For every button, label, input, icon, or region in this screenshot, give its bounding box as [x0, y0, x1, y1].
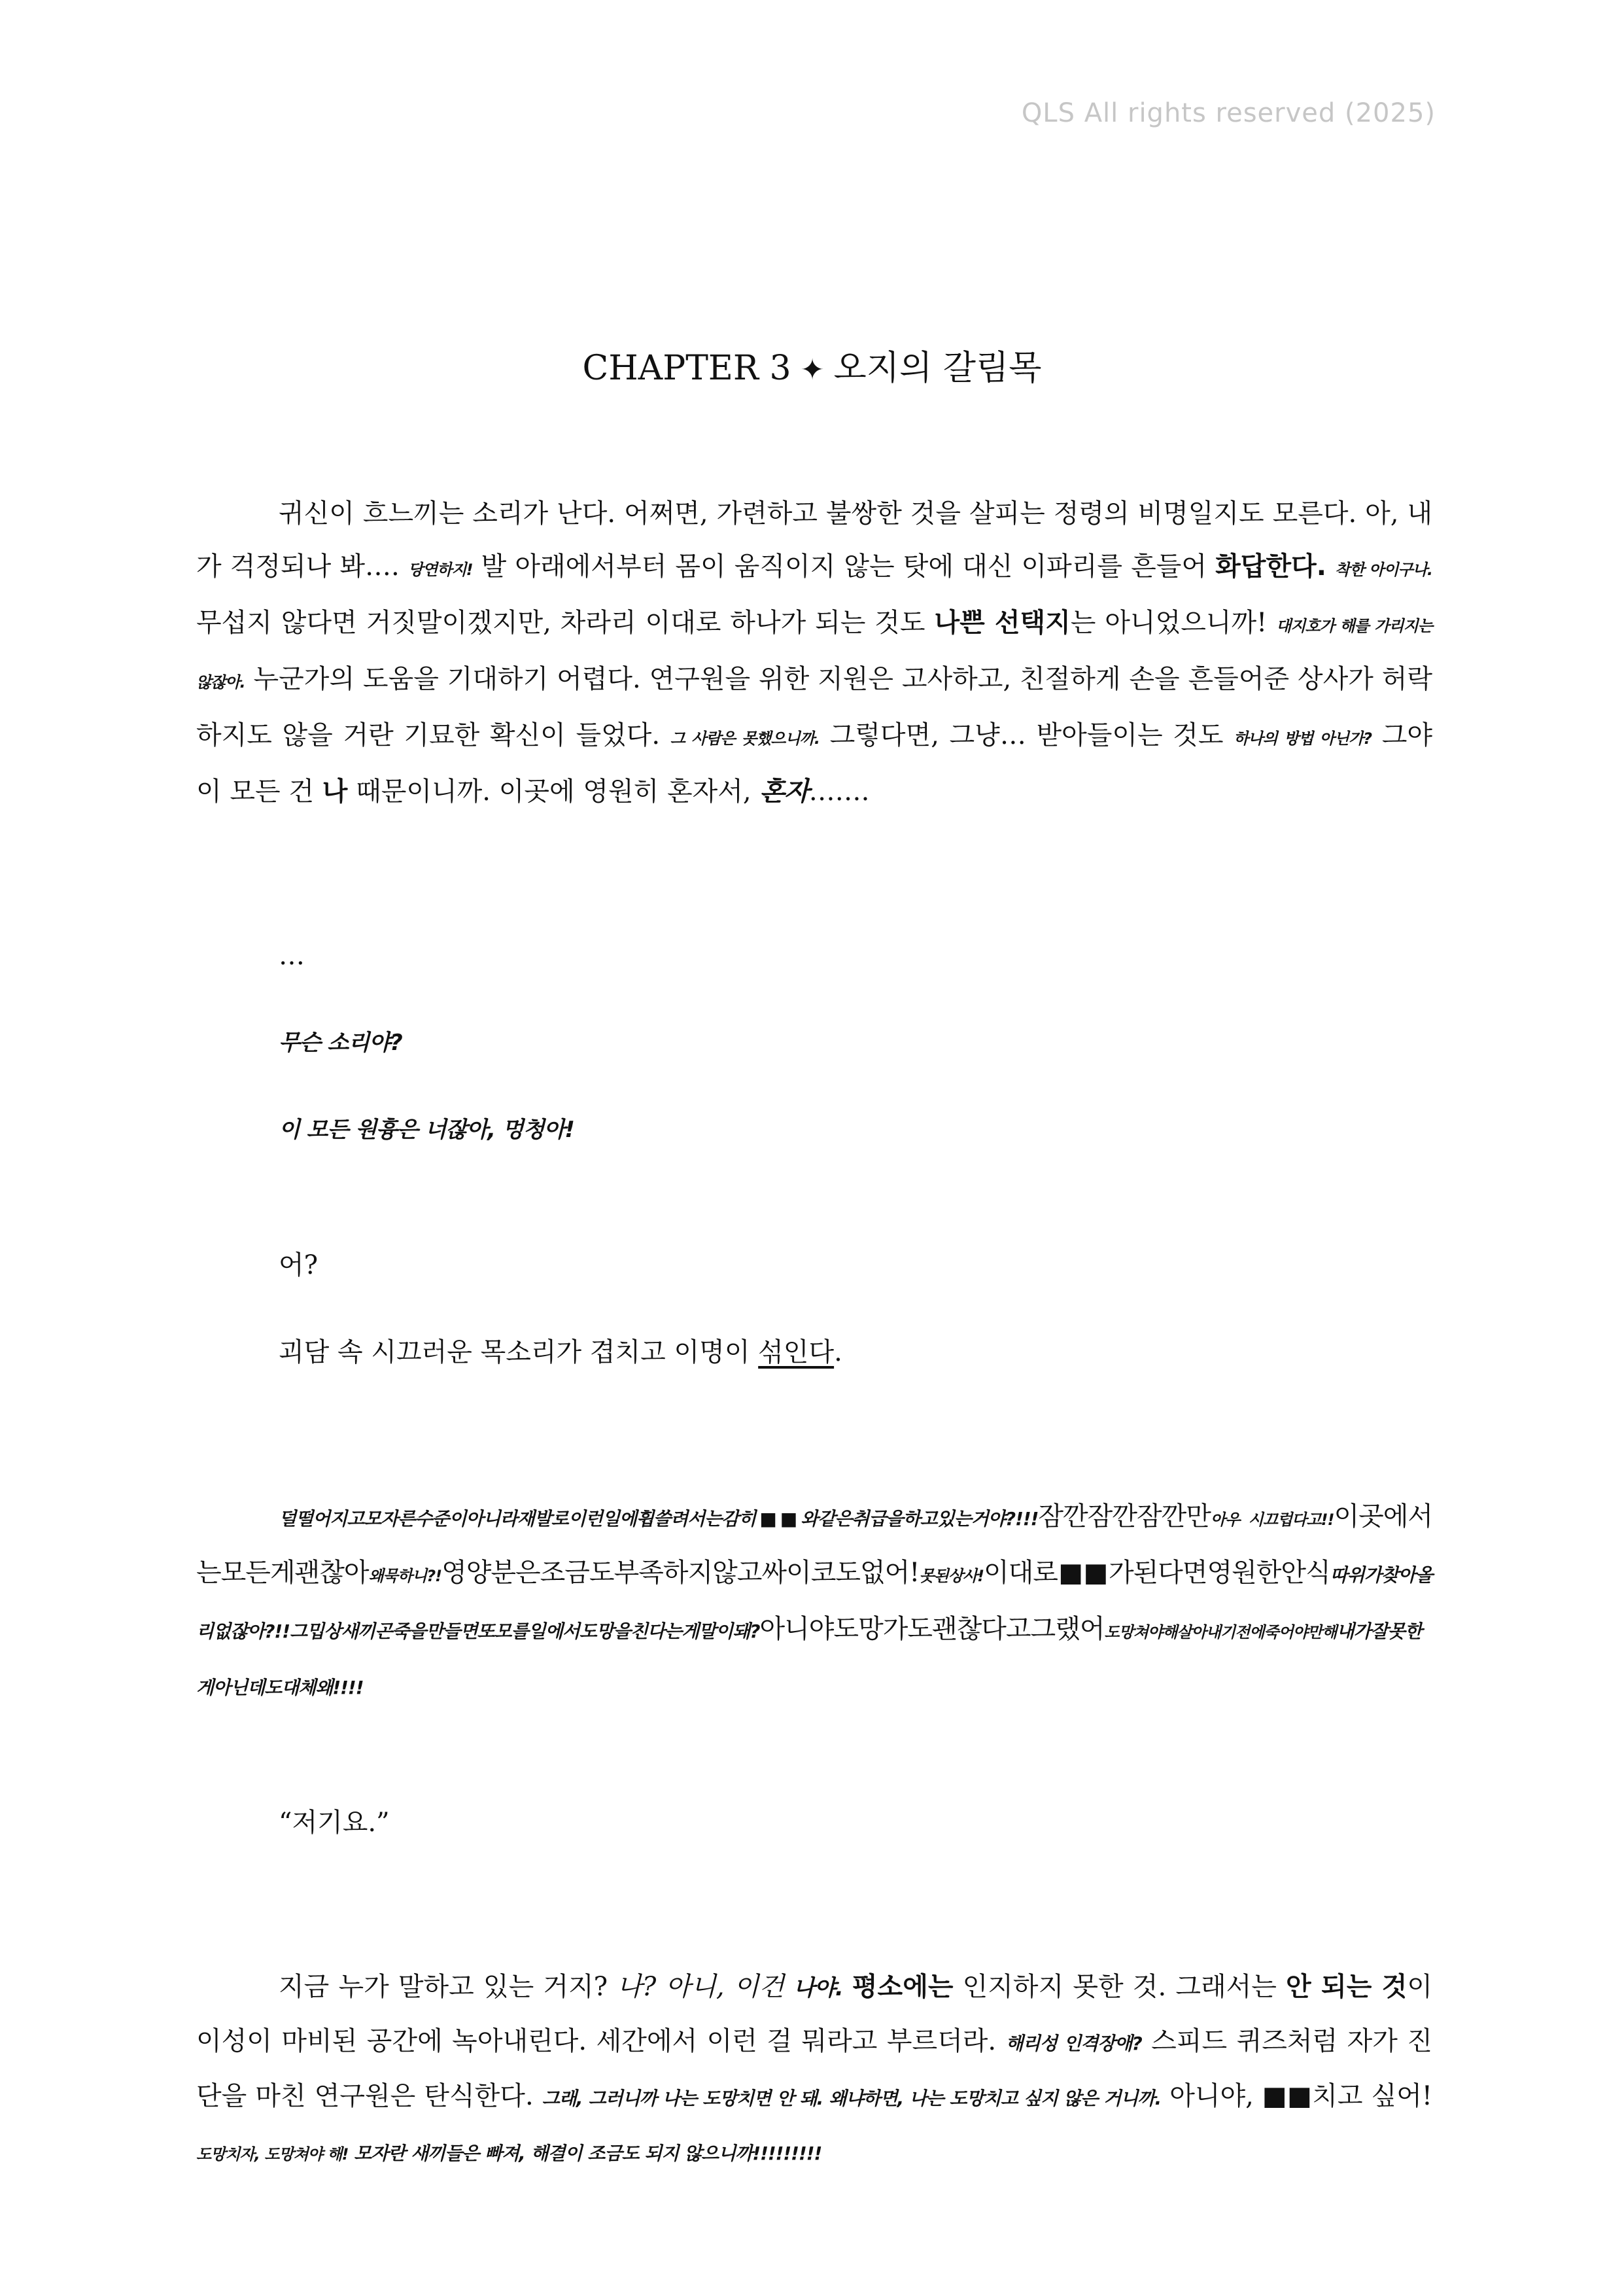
text: 아니야, ■■치고 싶어!	[1161, 2081, 1432, 2111]
text: …….	[808, 777, 870, 807]
text	[1326, 552, 1335, 582]
text: 지금 누가 말하고 있는 거지?	[279, 1972, 617, 2002]
text: 무섭지 않다면 거짓말이겠지만, 차라리 이대로 하나가 되는 것도	[196, 608, 935, 638]
star-icon: ✦	[800, 353, 825, 387]
text: 이대로■■가된다면영원한안식	[984, 1558, 1330, 1588]
shout-line-1: 무슨 소리야?	[279, 1030, 402, 1056]
bold-text: 나	[322, 777, 348, 807]
text	[843, 1972, 852, 2002]
text: 때문이니까. 이곳에 영원히 혼자서,	[347, 777, 760, 807]
handwritten-aside: 아우 시끄럽다고!!	[1210, 1511, 1334, 1529]
handwritten-aside: 못된상사!	[919, 1567, 984, 1585]
shout-line-2: 이 모든 원흉은 너잖아, 멍청아!	[279, 1117, 574, 1143]
chapter-heading	[0, 340, 1624, 389]
spacer	[196, 1849, 1432, 1961]
spacer	[196, 818, 1432, 930]
spacer	[196, 983, 1432, 1017]
text: 는 아니었으니까!	[1070, 608, 1277, 638]
handwritten-aside: 당연하지!	[407, 561, 473, 579]
handwritten-aside: 왜묵하니?!	[368, 1567, 442, 1585]
text: 스피드 퀴즈처럼 자가 진단을 마친 연구원은 탄식한다.	[196, 2026, 1432, 2111]
handwritten-aside: 해리성 인격장애?	[1005, 2033, 1142, 2054]
handwritten-aside: 도망치자, 도망쳐야 해!	[196, 2145, 349, 2164]
spacer	[196, 1157, 1432, 1239]
paragraph-2	[196, 1326, 1432, 1379]
text: 귀신이 흐느끼는 소리가 난다. 어쩌면, 가련하고 불쌍한 것을 살피는 정령의 비명일지도 모른다. 아, 내가 걱정되나 봐….	[196, 499, 1432, 582]
spacer	[196, 1292, 1432, 1326]
bold-text: 나쁜 선택지	[934, 608, 1071, 638]
chapter-label: CHAPTER 3	[582, 349, 791, 388]
text: .	[834, 1337, 842, 1367]
handwritten-aside: 하나의 방법 아닌가?	[1234, 729, 1372, 748]
underlined-text: 섞인다	[758, 1337, 835, 1367]
text: 그렇다면, 그냥… 받아들이는 것도	[820, 720, 1234, 750]
quote-line: “저기요.”	[279, 1808, 390, 1838]
spacer	[196, 1714, 1432, 1796]
italic-text: 혼자	[759, 777, 809, 807]
text: 잠깐잠깐잠깐만	[1038, 1501, 1211, 1532]
spacer	[196, 1379, 1432, 1490]
text: 그야 이 모든 건	[196, 720, 1433, 807]
handwritten-aside: 내가잘못한게아닌데도대체왜!!!!	[196, 1621, 1422, 1698]
spacer	[196, 1070, 1432, 1104]
ellipsis-line: …	[279, 941, 305, 971]
bold-text: 평소에는	[852, 1972, 954, 2002]
text: 이 이성이 마비된 공간에 녹아내린다. 세간에서 이런 걸 뭐라고 부르더라.	[196, 1972, 1432, 2056]
text: 괴담 속 시끄러운 목소리가 겹치고 이명이	[279, 1337, 759, 1367]
text: 영양분은조금도부족하지않고싸이코도없어!	[441, 1558, 920, 1588]
handwritten-aside: 나야.	[793, 1975, 843, 2001]
handwritten-aside: 덜떨어지고모자른수준이아니라재발로이런일에휩쓸려서는감히■■와같은취급을하고있는거야?!!!	[279, 1508, 1039, 1530]
story-body	[196, 487, 1432, 2181]
chapter-title: 오지의 갈림목	[833, 349, 1042, 388]
paragraph-1	[196, 487, 1432, 818]
text: 발 아래에서부터 몸이 움직이지 않는 탓에 대신 이파리를 흔들어	[472, 552, 1216, 582]
handwritten-aside: 따위가찾아올리없잖아?!!그밉상새끼곤죽을만들면또모를일에서도망을친다는게말이돼?	[196, 1564, 1432, 1642]
handwritten-aside: 모자란 새끼들은 빠져, 해결이 조금도 되지 않으니까!!!!!!!!!	[348, 2143, 822, 2164]
paragraph-4	[196, 1961, 1432, 2181]
handwritten-aside: 그 사람은 못했으니까.	[670, 729, 820, 748]
handwritten-aside: 도망쳐야해살아내기전에죽어야만해	[1104, 1623, 1337, 1641]
handwritten-aside: 대지호가 해를 가리지는 않잖아.	[196, 617, 1432, 692]
text: 누군가의 도움을 기대하기 어렵다. 연구원을 위한 지원은 고사하고, 친절하게 손을 흔들어준 상사가 허락하지도 않을 거란 기묘한 확신이 들었다.	[196, 664, 1432, 750]
eo-line: 어?	[279, 1250, 319, 1280]
text: 인지하지 못한 것. 그래서는	[953, 1972, 1287, 2002]
italic-text: 나? 아니, 이건	[617, 1972, 794, 2002]
text: 이곳에서는모든게괜찮아	[196, 1501, 1432, 1588]
paragraph-3	[196, 1490, 1432, 1714]
copyright-notice: QLS All rights reserved (2025)	[1021, 98, 1436, 128]
text: 아니야도망가도괜찮다고그랬어	[759, 1614, 1105, 1644]
handwritten-aside: 착한 아이구나.	[1335, 561, 1433, 579]
bold-text: 안 되는 것	[1286, 1972, 1408, 2002]
handwritten-aside: 그래, 그러니까 나는 도망치면 안 돼. 왜냐하면, 나는 도망치고 싶지 않은 거니까.	[542, 2088, 1162, 2109]
bold-text: 화답한다.	[1215, 552, 1326, 582]
